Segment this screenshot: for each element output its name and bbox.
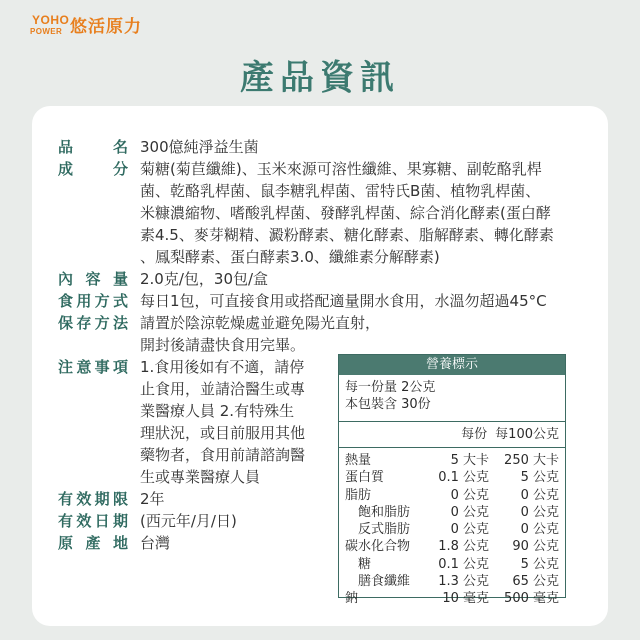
info-label-char: 存	[76, 314, 92, 332]
nutrient-per-100g: 0 公克	[520, 487, 559, 503]
nutrient-per-serving: 0 公克	[450, 487, 489, 503]
info-label-char: 成	[58, 160, 74, 178]
page-title: 產品資訊	[240, 58, 400, 98]
nutrient-name: 飽和脂肪	[345, 504, 411, 520]
info-label-char: 日	[94, 512, 110, 530]
info-label	[58, 400, 130, 422]
nutrition-row	[345, 538, 559, 555]
info-value: 台灣	[140, 534, 171, 552]
info-label-char: 食	[58, 292, 74, 310]
info-label-char: 名	[112, 138, 128, 156]
nutrient-name: 碳水化合物	[345, 539, 411, 555]
info-value: 菌、乾酪乳桿菌、鼠李糖乳桿菌、雷特氏B菌、植物乳桿菌、	[140, 182, 541, 200]
info-value: 素4.5、麥芽糊精、澱粉酵素、糖化酵素、脂解酵素、轉化酵素	[140, 226, 554, 244]
info-row	[58, 334, 588, 356]
nutrition-row	[345, 487, 559, 504]
info-value: 1.食用後如有不適，請停	[140, 358, 305, 376]
nutrient-per-100g: 0 公克	[520, 522, 559, 538]
info-row	[58, 246, 588, 268]
info-label-char: 效	[76, 490, 92, 508]
info-row	[58, 136, 588, 158]
nutrient-per-serving: 0 公克	[450, 504, 489, 520]
serving-size: 每一份量 2公克	[345, 380, 436, 395]
info-label-char: 有	[58, 512, 74, 530]
info-label	[58, 180, 130, 202]
info-label	[58, 334, 130, 356]
info-label-char: 地	[112, 534, 128, 552]
column-per-100g: 每100公克	[495, 427, 559, 442]
info-row	[58, 290, 588, 312]
info-label-char: 項	[112, 358, 128, 376]
info-label-char: 式	[112, 292, 128, 310]
info-label-char: 用	[76, 292, 92, 310]
info-label-char: 量	[112, 270, 128, 288]
nutrient-per-100g: 90 公克	[512, 539, 559, 555]
nutrition-row	[345, 590, 559, 607]
nutrition-header: 營養標示	[339, 355, 565, 375]
info-label-char: 方	[94, 314, 110, 332]
info-label	[58, 466, 130, 488]
info-value: 生或專業醫療人員	[140, 468, 261, 486]
info-value: 止食用，並請洽醫生或專	[140, 380, 306, 398]
nutrient-name: 鈉	[345, 591, 359, 607]
info-label-char: 方	[94, 292, 110, 310]
nutrition-facts-table	[338, 354, 566, 607]
info-label-char: 品	[58, 138, 74, 156]
info-label-char: 容	[85, 270, 101, 288]
nutrition-row	[345, 452, 559, 469]
nutrient-per-100g: 0 公克	[520, 504, 559, 520]
nutrient-name: 膳食纖維	[345, 574, 411, 590]
info-label-char: 期	[94, 490, 110, 508]
nutrition-row	[345, 504, 559, 521]
info-value: 理狀況，或目前服用其他	[140, 424, 306, 442]
info-row	[58, 224, 588, 246]
info-value: 請置於陰涼乾燥處並避免陽光直射，	[140, 314, 381, 332]
info-row	[58, 180, 588, 202]
info-value: 2年	[140, 490, 165, 508]
info-label	[58, 136, 130, 158]
info-value: 2.0克/包，30包/盒	[140, 270, 269, 288]
info-value: 、鳳梨酵素、蛋白酵素3.0、纖維素分解酵素)	[140, 248, 440, 266]
info-label-char: 法	[112, 314, 128, 332]
info-value: (西元年/月/日)	[140, 512, 237, 530]
info-value: 300億純淨益生菌	[140, 138, 259, 156]
info-label-char: 注	[58, 358, 74, 376]
nutrition-column-header	[339, 421, 565, 447]
info-row	[58, 202, 588, 224]
info-label-char: 保	[58, 314, 74, 332]
info-label	[58, 422, 130, 444]
nutrient-per-serving: 1.8 公克	[438, 539, 489, 555]
info-label	[58, 246, 130, 268]
nutrition-row	[345, 469, 559, 486]
nutrient-per-100g: 65 公克	[512, 574, 559, 590]
column-per-serving: 每份	[461, 427, 488, 442]
info-label-char: 產	[85, 534, 101, 552]
info-label	[58, 532, 130, 554]
nutrient-per-100g: 500 毫克	[504, 591, 559, 607]
nutrient-per-100g: 250 大卡	[504, 453, 559, 468]
info-label	[58, 312, 130, 334]
info-value: 開封後請盡快食用完畢。	[140, 336, 306, 354]
servings-per-package: 本包裝含 30份	[345, 397, 431, 412]
logo-text-zh: 悠活原力	[70, 17, 142, 37]
info-label	[58, 444, 130, 466]
logo-text-top: YOHO	[32, 13, 70, 27]
info-label-char: 分	[112, 160, 128, 178]
nutrient-name: 反式脂肪	[345, 522, 411, 538]
info-label-char: 有	[58, 490, 74, 508]
info-row	[58, 312, 588, 334]
info-label-char: 意	[76, 358, 92, 376]
info-value: 業醫療人員 2.有特殊生	[140, 402, 295, 420]
nutrient-name: 蛋白質	[345, 470, 385, 486]
info-row	[58, 158, 588, 180]
info-value: 每日1包，可直接食用或搭配適量開水食用，水溫勿超過45°C	[140, 292, 547, 310]
info-value: 米糠濃縮物、嗜酸乳桿菌、發酵乳桿菌、綜合消化酵素(蛋白酵	[140, 204, 551, 222]
nutrient-per-serving: 5 大卡	[450, 453, 489, 468]
info-label	[58, 224, 130, 246]
nutrient-name: 脂肪	[345, 487, 372, 503]
info-label-char: 事	[94, 358, 110, 376]
nutrition-serving-info	[339, 375, 565, 413]
nutrient-per-serving: 0 公克	[450, 522, 489, 538]
info-label	[58, 290, 130, 312]
nutrient-per-100g: 5 公克	[520, 470, 559, 486]
info-label-char: 內	[58, 270, 74, 288]
nutrient-per-serving: 0.1 公克	[438, 556, 489, 572]
info-label	[58, 268, 130, 290]
nutrient-name: 熱量	[345, 453, 372, 468]
nutrition-row	[345, 573, 559, 590]
info-label-char: 限	[112, 490, 128, 508]
info-label	[58, 158, 130, 180]
nutrient-per-serving: 0.1 公克	[438, 470, 489, 486]
nutrient-name: 糖	[345, 556, 372, 572]
info-label	[58, 510, 130, 532]
info-label-char: 原	[58, 534, 74, 552]
info-row	[58, 268, 588, 290]
info-label	[58, 202, 130, 224]
info-label	[58, 488, 130, 510]
info-value: 藥物者，食用前請諮詢醫	[140, 446, 306, 464]
info-label-char: 效	[76, 512, 92, 530]
nutrient-per-100g: 5 公克	[520, 556, 559, 572]
nutrition-row	[345, 521, 559, 538]
nutrient-per-serving: 10 毫克	[442, 591, 489, 607]
info-label	[58, 356, 130, 378]
logo-text-bottom: POWER	[30, 27, 63, 36]
info-label	[58, 378, 130, 400]
info-value: 菊糖(菊苣纖維)、玉米來源可溶性纖維、果寡糖、副乾酪乳桿	[140, 160, 542, 178]
brand-logo	[28, 10, 178, 42]
info-label-char: 期	[112, 512, 128, 530]
nutrition-row	[345, 556, 559, 573]
nutrient-per-serving: 1.3 公克	[438, 574, 489, 590]
nutrition-rows	[339, 447, 565, 608]
